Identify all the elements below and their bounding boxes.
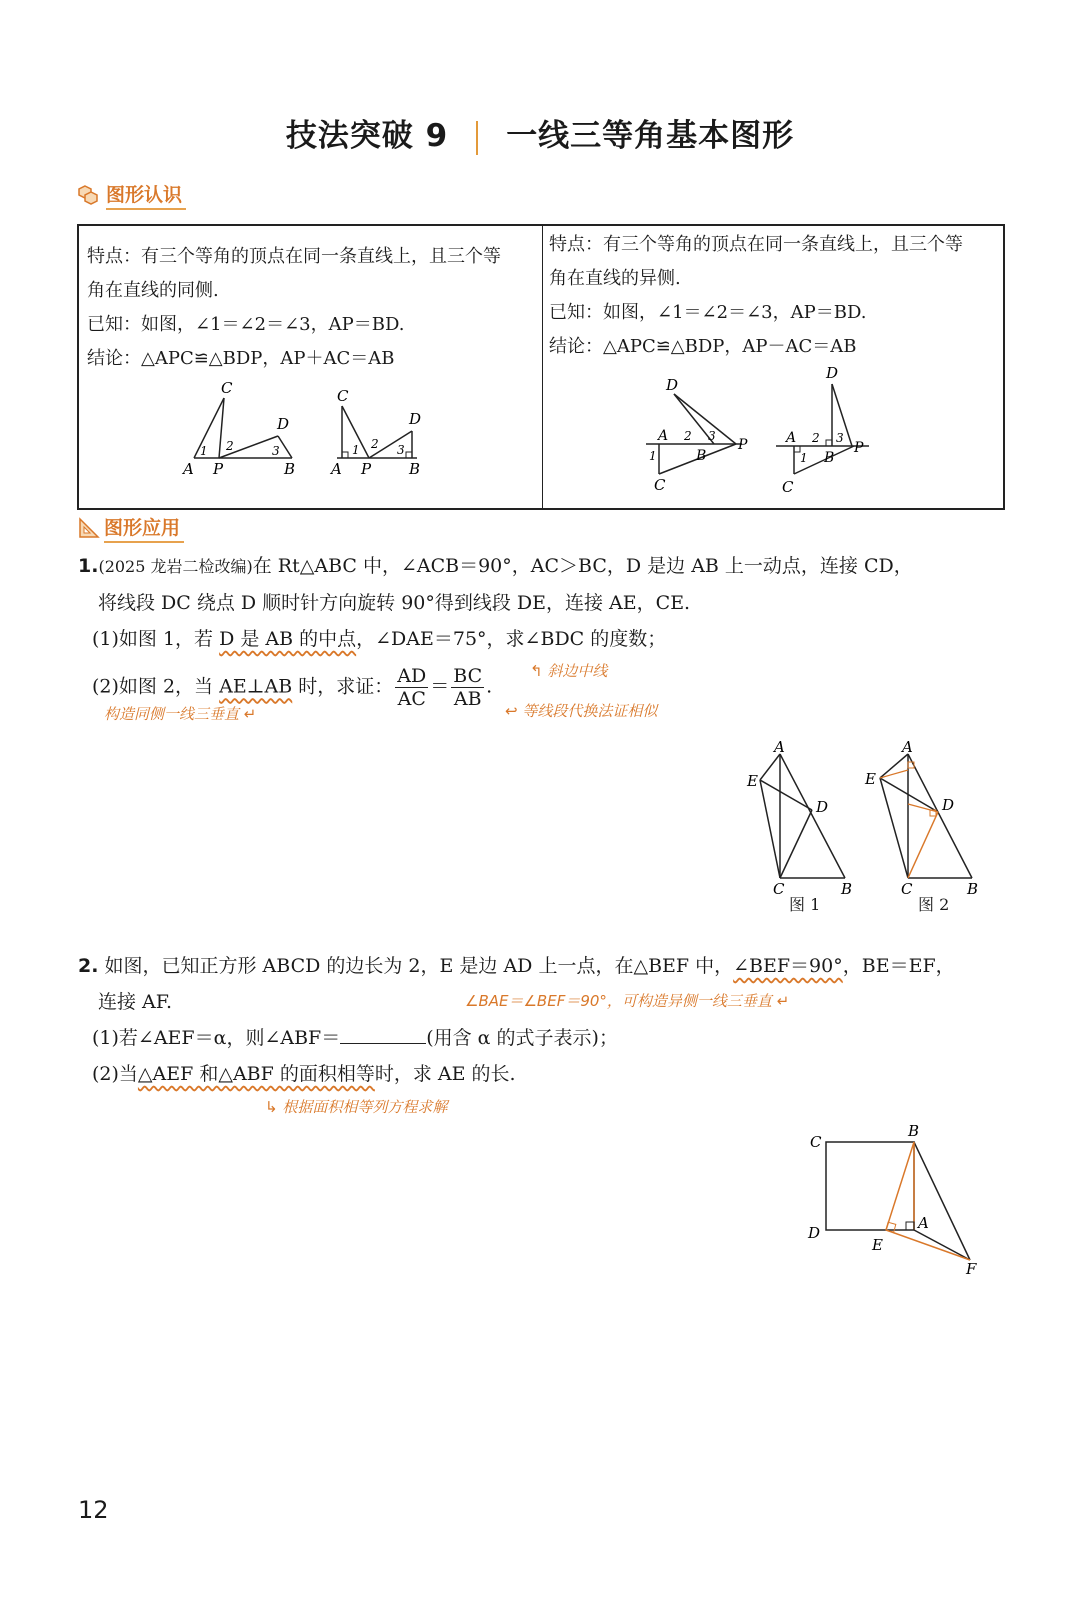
svg-text:A: A	[658, 428, 669, 444]
q1-part1-pre: (1)如图 1，若	[92, 628, 220, 650]
q2-stem-b: 连接 AF.	[98, 991, 173, 1013]
svg-text:3: 3	[836, 431, 844, 445]
figure-1-caption: 图 1	[789, 895, 821, 914]
svg-text:A: A	[786, 430, 797, 446]
opposite-side-figure-1	[644, 374, 748, 494]
svg-text:P: P	[361, 460, 372, 478]
equals-sign: ＝	[430, 675, 450, 698]
q1-stem-a: 在 Rt△ABC 中，∠ACB＝90°，AC＞BC，D 是边 AB 上一动点，连接 CD，	[252, 555, 913, 577]
svg-text:2: 2	[226, 439, 234, 453]
fraction-bc-ab: $\frac{BC}{AB}$	[453, 665, 483, 710]
svg-text:C: C	[221, 379, 233, 397]
right-known: 已知：如图，∠1＝∠2＝∠3，AP＝BD.	[549, 302, 867, 323]
fraction-ad-ac: $\frac{AD}{AC}$	[397, 665, 427, 710]
svg-text:P: P	[738, 437, 748, 453]
svg-text:1: 1	[352, 443, 360, 457]
svg-text:C: C	[654, 476, 666, 494]
svg-text:A: A	[774, 738, 785, 756]
question-2	[78, 948, 1018, 1092]
note-angle: ∠BAE＝∠BEF＝90°，可构造异侧一线三垂直 ↵	[465, 992, 790, 1010]
question-1	[78, 548, 1018, 710]
left-known: 已知：如图，∠1＝∠2＝∠3，AP＝BD.	[87, 314, 405, 335]
svg-text:C: C	[782, 478, 794, 496]
box-left-text	[87, 240, 532, 376]
topic-label: 一线三等角基本图形	[506, 118, 795, 154]
right-conclusion: 结论：△APC≌△BDP，AP－AC＝AB	[549, 336, 857, 357]
note-substitute: ↩ 等线段代换法证相似	[505, 702, 658, 720]
q1-part2-pre: (2)如图 2，当	[92, 675, 220, 698]
page-title	[0, 110, 1080, 155]
comparison-box	[77, 224, 1005, 510]
figure-2	[860, 740, 990, 910]
left-feature-line1: 特点：有三个等角的顶点在同一条直线上，且三个等	[87, 246, 501, 267]
svg-text:B: B	[908, 1122, 920, 1140]
q2-part2-post: 时，求 AE 的长.	[374, 1063, 516, 1085]
q2-part1-pre: (1)若∠AEF＝α，则∠ABF＝	[92, 1027, 341, 1049]
svg-text:C: C	[773, 880, 785, 898]
note-area: ↳ 根据面积相等列方程求解	[265, 1098, 448, 1116]
svg-text:A: A	[918, 1214, 929, 1232]
svg-text:E: E	[865, 770, 876, 788]
q1-source: (2025 龙岩二检改编)	[98, 557, 253, 576]
q1-part1-post: ，∠DAE＝75°，求∠BDC 的度数；	[356, 628, 667, 650]
svg-text:1: 1	[200, 444, 208, 458]
q1-part2-post: 时，求证：	[292, 675, 394, 698]
section-recognize-label: 图形认识	[106, 180, 186, 210]
svg-text:C: C	[337, 387, 349, 405]
svg-text:C: C	[810, 1133, 822, 1151]
q2-part1-post: (用含 α 的式子表示)；	[426, 1027, 618, 1049]
same-side-figure-1	[174, 376, 304, 476]
svg-text:B: B	[824, 450, 835, 466]
left-conclusion: 结论：△APC≌△BDP，AP＋AC＝AB	[87, 348, 395, 369]
svg-text:D: D	[409, 410, 422, 428]
square-figure	[800, 1120, 990, 1280]
figure-1	[745, 740, 865, 910]
answer-blank[interactable]	[340, 1023, 426, 1044]
figure-2-caption: 图 2	[918, 895, 950, 914]
svg-text:2: 2	[812, 431, 820, 445]
title-divider	[476, 121, 478, 155]
section-apply	[78, 513, 184, 543]
q2-part2-pre: (2)当	[92, 1063, 138, 1085]
box-right-text	[549, 228, 999, 364]
svg-text:E: E	[747, 772, 758, 790]
svg-text:D: D	[826, 364, 839, 382]
note-midline: ↰ 斜边中线	[530, 662, 608, 680]
period: .	[486, 675, 493, 698]
q2-stem-highlight: ∠BEF＝90°	[733, 955, 843, 977]
svg-text:D: D	[277, 415, 290, 433]
q2-stem-a-post: ，BE＝EF，	[842, 955, 955, 977]
svg-text:3: 3	[272, 444, 280, 458]
svg-text:B: B	[696, 448, 707, 464]
q2-number: 2.	[78, 955, 99, 977]
note-construct: 构造同侧一线三垂直 ↵	[104, 705, 257, 723]
svg-text:A: A	[331, 460, 342, 478]
svg-text:B: B	[284, 460, 296, 478]
svg-text:B: B	[967, 880, 979, 898]
svg-text:P: P	[854, 440, 864, 456]
q1-number: 1.	[78, 555, 99, 577]
svg-text:E: E	[872, 1236, 883, 1254]
svg-text:D: D	[666, 376, 679, 394]
right-feature-line1: 特点：有三个等角的顶点在同一条直线上，且三个等	[549, 234, 963, 255]
cubes-icon	[78, 184, 102, 206]
page-number: 12	[78, 1496, 109, 1524]
svg-text:B: B	[841, 880, 853, 898]
section-recognize	[78, 180, 186, 210]
opposite-side-figure-2	[774, 366, 884, 496]
svg-text:3: 3	[708, 429, 716, 443]
same-side-figure-2	[327, 376, 437, 476]
svg-text:P: P	[213, 460, 224, 478]
svg-text:A: A	[902, 738, 913, 756]
technique-label: 技法突破 9	[285, 118, 449, 154]
svg-text:D: D	[942, 796, 955, 814]
left-feature-line2: 角在直线的同侧.	[87, 280, 219, 301]
svg-text:1: 1	[649, 449, 657, 463]
svg-text:B: B	[409, 460, 421, 478]
section-apply-label: 图形应用	[104, 513, 184, 543]
q1-part2-highlight: AE⊥AB	[219, 675, 293, 698]
svg-text:A: A	[183, 460, 194, 478]
triangle-ruler-icon	[78, 517, 100, 539]
q1-stem-b: 将线段 DC 绕点 D 顺时针方向旋转 90°得到线段 DE，连接 AE，CE.	[98, 592, 691, 614]
svg-text:F: F	[966, 1260, 977, 1278]
q1-part1-highlight: D 是 AB 的中点	[219, 628, 357, 650]
right-feature-line2: 角在直线的异侧.	[549, 268, 681, 289]
svg-text:D: D	[808, 1224, 821, 1242]
svg-text:2: 2	[371, 437, 379, 451]
svg-text:2: 2	[684, 429, 692, 443]
svg-text:1: 1	[800, 451, 808, 465]
svg-text:C: C	[901, 880, 913, 898]
svg-text:D: D	[816, 798, 829, 816]
q2-part2-highlight: △AEF 和△ABF 的面积相等	[137, 1063, 375, 1085]
svg-text:3: 3	[397, 443, 405, 457]
q2-stem-a-pre: 如图，已知正方形 ABCD 的边长为 2，E 是边 AD 上一点，在△BEF 中，	[104, 955, 734, 977]
box-divider	[542, 226, 543, 508]
